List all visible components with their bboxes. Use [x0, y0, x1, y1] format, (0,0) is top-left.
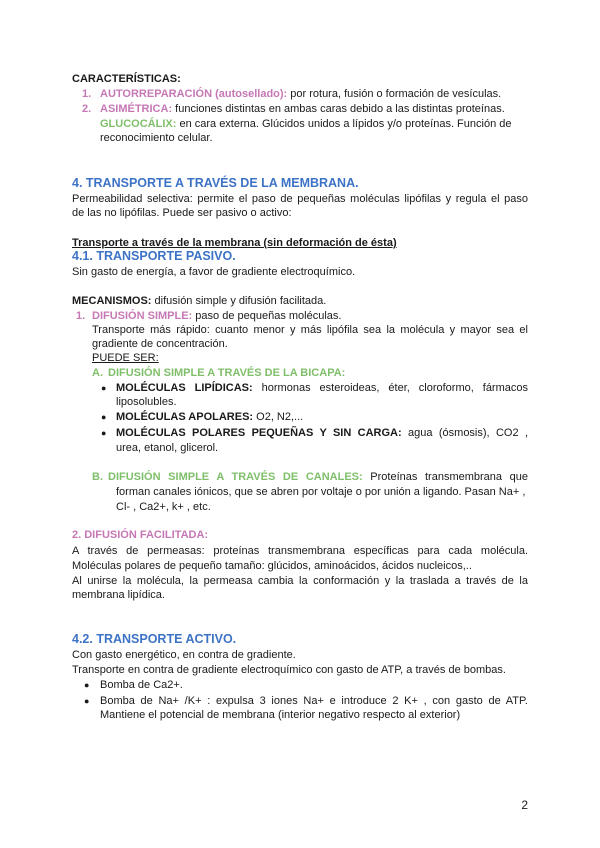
sin-deformacion-heading: Transporte a través de la membrana (sin deformación de ésta) [72, 237, 397, 249]
item-text: hormonas esteroideas, éter, cloroformo, fármacos [252, 382, 528, 394]
bullet-item: Bomba de Ca2+. [100, 679, 183, 691]
bullet-icon: ● [84, 680, 90, 690]
transporte-pasivo-title: 4.1. TRANSPORTE PASIVO. [72, 249, 236, 263]
caracteristicas-heading: CARACTERÍSTICAS: [72, 73, 181, 85]
canales-text: forman canales iónicos, que se abren por voltaje o por unión a ligando. Pasan Na+ , [116, 486, 526, 498]
difusion-facilitada-text-3: Al unirse la molécula, la permeasa cambia la conformación y la traslada a través de la [72, 575, 528, 587]
bullet-item-cont: liposolubles. [116, 396, 177, 408]
term-moleculas-polares: MOLÉCULAS POLARES PEQUEÑAS Y SIN CARGA: [116, 427, 402, 439]
bullet-item-cont: urea, etanol, glicerol. [116, 442, 219, 454]
bicapa-title: DIFUSIÓN SIMPLE A TRAVÉS DE LA BICAPA: [108, 367, 346, 379]
transporte-activo-title: 4.2. TRANSPORTE ACTIVO. [72, 632, 237, 646]
section-4-title: 4. TRANSPORTE A TRAVÉS DE LA MEMBRANA. [72, 176, 359, 190]
term-glucocalix: GLUCOCÁLIX: [100, 118, 177, 130]
item-text: paso de pequeñas moléculas. [192, 310, 342, 322]
mecanismos-text: difusión simple y difusión facilitada. [151, 295, 327, 307]
bullet-item-cont: Mantiene el potencial de membrana (interior negativo respecto al exterior) [100, 709, 461, 721]
bullet-item [116, 410, 303, 424]
list-number: 1. [82, 88, 92, 100]
list-number: 2. [82, 103, 92, 115]
difusion-simple-line [92, 309, 341, 323]
difusion-simple-text: Transporte más rápido: cuanto menor y más lipófila sea la molécula y mayor sea el [92, 324, 528, 336]
item-text: Proteínas transmembrana que [362, 471, 529, 483]
difusion-simple-text-2: gradiente de concentración. [92, 338, 228, 350]
section-4-text-2: de las no lipófilas. Puede ser pasivo o activo: [72, 207, 292, 219]
bullet-icon: ● [101, 383, 107, 393]
item-text: O2, N2,... [253, 411, 304, 423]
mecanismos-label: MECANISMOS: [72, 295, 152, 307]
difusion-facilitada-text: A través de permeasas: proteínas transmembrana específicas para cada molécula. [72, 545, 528, 557]
list-item [100, 102, 505, 116]
term-asimetrica: ASIMÉTRICA: [100, 103, 173, 115]
transporte-activo-text-2: Transporte en contra de gradiente electroquímico con gasto de ATP, a través de bombas. [72, 664, 506, 676]
term-difusion-simple: DIFUSIÓN SIMPLE: [92, 310, 193, 322]
term-moleculas-apolares: MOLÉCULAS APOLARES: [116, 411, 254, 423]
bullet-item [116, 381, 528, 395]
list-number: 1. [76, 310, 86, 322]
transporte-activo-text: Con gasto energético, en contra de gradiente. [72, 649, 296, 661]
puede-ser-label: PUEDE SER: [92, 352, 159, 364]
difusion-facilitada-text-2: Moléculas polares de pequeño tamaño: glúcidos, aminoácidos, ácidos nucleicos,.. [72, 560, 472, 572]
difusion-facilitada-title: 2. DIFUSIÓN FACILITADA: [72, 529, 209, 541]
bullet-icon: ● [101, 428, 107, 438]
list-item [100, 87, 501, 101]
canales-line [108, 470, 528, 484]
bullet-icon: ● [84, 696, 90, 706]
bullet-icon: ● [101, 412, 107, 422]
glucocalix-line-2: reconocimiento celular. [100, 132, 213, 144]
canales-text-2: Cl- , Ca2+, k+ , etc. [116, 501, 211, 513]
term-autorreparacion: AUTORREPARACIÓN (autosellado): [100, 88, 288, 100]
difusion-facilitada-text-4: membrana lipídica. [72, 589, 165, 601]
item-text: agua (ósmosis), CO2 , [401, 427, 529, 439]
term-canales: DIFUSIÓN SIMPLE A TRAVÉS DE CANALES: [108, 471, 363, 483]
bullet-item [116, 426, 528, 440]
term-moleculas-lipidicas: MOLÉCULAS LIPÍDICAS: [116, 382, 253, 394]
transporte-pasivo-desc: Sin gasto de energía, a favor de gradiente electroquímico. [72, 266, 356, 278]
list-letter: B. [92, 471, 103, 483]
section-4-text: Permeabilidad selectiva: permite el paso de pequeñas moléculas lipófilas y regula el paso [72, 193, 528, 205]
item-text: en cara externa. Glúcidos unidos a lípidos y/o proteínas. Función de [176, 118, 512, 130]
mecanismos-line [72, 294, 326, 308]
page-number: 2 [521, 798, 528, 812]
item-text: por rotura, fusión o formación de vesículas. [287, 88, 502, 100]
bullet-item: Bomba de Na+ /K+ : expulsa 3 iones Na+ e introduce 2 K+ , con gasto de ATP. [100, 695, 528, 707]
item-text: funciones distintas en ambas caras debido a las distintas proteínas. [172, 103, 505, 115]
glucocalix-line [100, 117, 511, 131]
list-letter: A. [92, 367, 103, 379]
